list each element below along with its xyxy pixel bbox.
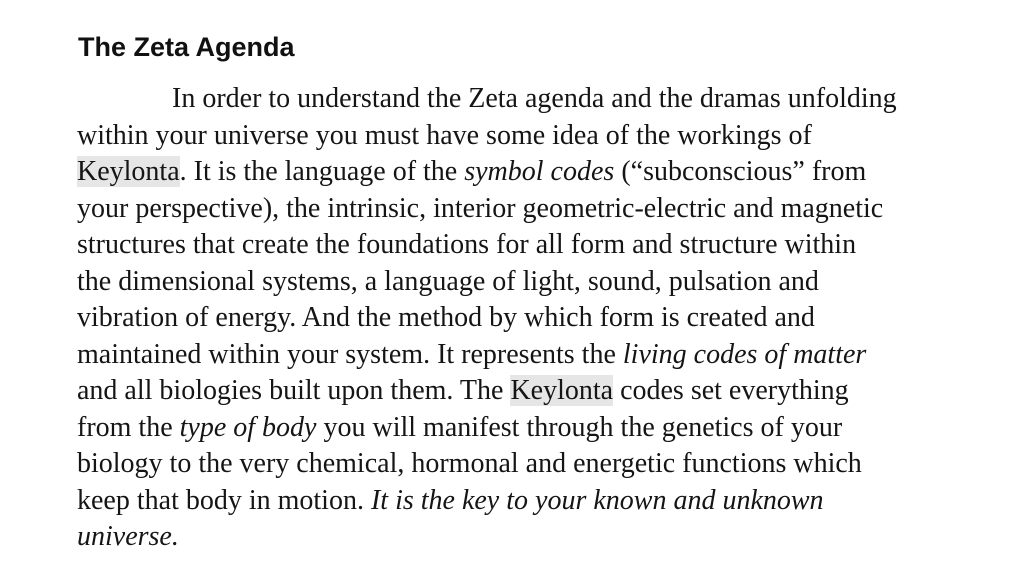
body-paragraph bbox=[77, 81, 1024, 556]
highlighted-term[interactable]: Keylonta bbox=[510, 375, 614, 406]
text-run: . It is the language of the bbox=[179, 156, 465, 187]
paragraph-line bbox=[77, 191, 1024, 228]
text-run: biology to the very chemical, hormonal and energetic functions which bbox=[77, 448, 862, 479]
paragraph-line bbox=[77, 446, 1024, 483]
paragraph-line bbox=[77, 373, 1024, 410]
paragraph-line bbox=[77, 483, 1024, 520]
paragraph-line bbox=[77, 227, 1024, 264]
highlighted-term[interactable]: Keylonta bbox=[77, 156, 180, 187]
text-run: (“subconscious” from bbox=[614, 156, 867, 187]
paragraph-line bbox=[77, 410, 1024, 447]
italic-text: It is the key to your known and unknown bbox=[370, 484, 824, 516]
text-run: your perspective), the intrinsic, interior geometric-electric and magnetic bbox=[77, 192, 884, 224]
italic-text: symbol codes bbox=[464, 156, 615, 187]
section-heading: The Zeta Agenda bbox=[78, 32, 295, 62]
paragraph-line bbox=[77, 519, 1024, 556]
text-run: and all biologies built upon them. The bbox=[77, 375, 511, 406]
text-run: maintained within your system. It represents the bbox=[77, 338, 623, 370]
paragraph-line bbox=[77, 81, 1024, 118]
paragraph-line bbox=[77, 264, 1024, 301]
paragraph-line bbox=[77, 154, 1024, 191]
italic-text: living codes of matter bbox=[622, 338, 867, 370]
text-run: structures that create the foundations for all form and structure within bbox=[77, 229, 857, 260]
text-run: codes set everything bbox=[613, 375, 849, 406]
paragraph-line bbox=[77, 118, 1024, 155]
paragraph-line bbox=[77, 337, 1024, 374]
paragraph-line bbox=[77, 300, 1024, 337]
text-run: keep that body in motion. bbox=[77, 484, 371, 516]
italic-text: universe. bbox=[77, 521, 179, 552]
text-run: the dimensional systems, a language of light, sound, pulsation and bbox=[77, 265, 819, 297]
text-run: vibration of energy. And the method by which form is created and bbox=[77, 302, 815, 333]
text-run: In order to understand the Zeta agenda and the dramas unfolding bbox=[172, 83, 897, 114]
italic-text: type of body bbox=[179, 411, 317, 443]
text-run: you will manifest through the genetics of your bbox=[316, 411, 843, 443]
text-run: from the bbox=[77, 411, 180, 443]
text-run: within your universe you must have some idea of the workings of bbox=[77, 119, 812, 151]
